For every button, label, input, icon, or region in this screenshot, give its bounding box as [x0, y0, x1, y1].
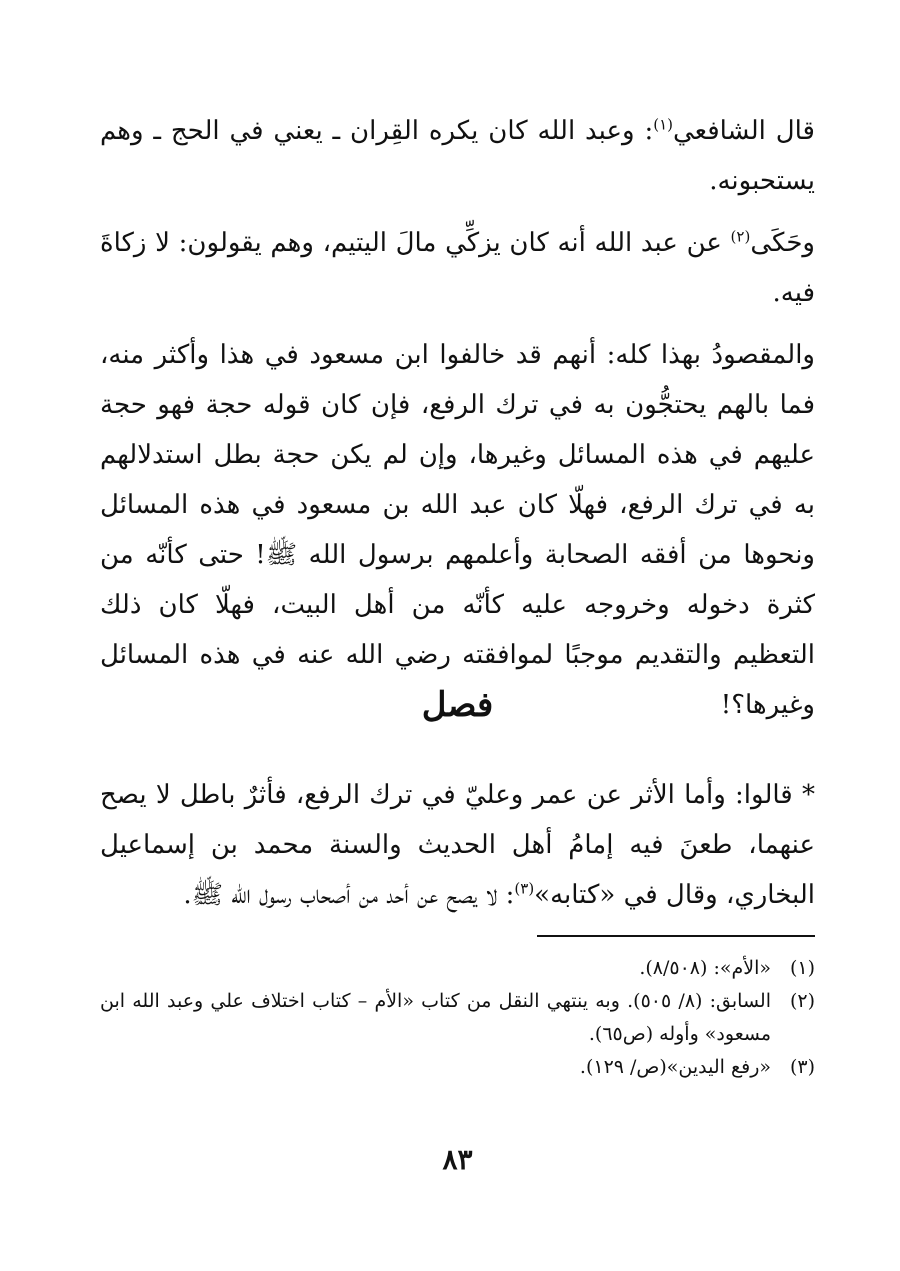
- footnote-3: [100, 1051, 815, 1084]
- footnote-text: «الأم»: (٨/٥٠٨).: [639, 957, 771, 979]
- footnote-ref-1[interactable]: (١): [653, 115, 673, 134]
- footnotes: [100, 952, 815, 1084]
- paragraph-1-text-end: : وعبد الله كان يكره القِران ـ يعني في الحج ـ وهم يستحبونه.: [100, 116, 815, 196]
- section-heading: فصل: [421, 685, 494, 725]
- footnote-number: (٢): [789, 990, 815, 1012]
- footnote-divider: [537, 935, 815, 937]
- paragraph-1-text-start: قال الشافعي: [672, 116, 815, 146]
- paragraph-4-text-start: * قالوا: وأما الأثر عن عمر وعليّ في ترك الرفع، فأثرٌ باطل لا يصح عنهما، طعنَ فيه إمامُ أهل الحديث والسنة محمد بن إسماعيل البخاري، وقال في «كتابه»: [100, 780, 815, 910]
- paragraph-2-text-end: عن عبد الله أنه كان يزكِّي مالَ اليتيم، وهم يقولون: لا زكاةَ فيه.: [100, 228, 815, 308]
- book-page: [100, 0, 815, 1271]
- paragraph-3: والمقصودُ بهذا كله: أنهم قد خالفوا ابن مسعود في هذا وأكثر منه، فما بالهم يحتجُّون به في ترك الرفع، فإن كان قوله حجة فهو حجة عليهم في هذه المسائل وغيرها، وإن لم يكن حجة بطل استدلالهم به في ترك الرفع، فهلّا كان عبد الله بن مسعود في هذه المسائل ونحوها من أفقه الصحابة وأعلمهم برسول الله ﷺ! حتى كأنّه من كثرة دخوله وخروجه عليه كأنّه من أهل البيت، فهلّا كان ذلك التعظيم والتقديم موجبًا لموافقته رضي الله عنه في هذه المسائل وغيرها؟!: [100, 340, 815, 720]
- footnote-text: السابق: (٨/ ٥٠٥). وبه ينتهي النقل من كتاب «الأم – كتاب اختلاف علي وعبد الله ابن مسعود» وأوله (ص٦٥).: [100, 990, 771, 1045]
- footnote-ref-2[interactable]: (٢): [730, 227, 751, 246]
- footnote-1: [100, 952, 815, 985]
- paragraph-2: [100, 218, 815, 318]
- footnote-number: (٣): [789, 1056, 815, 1078]
- paragraph-4: [100, 770, 815, 920]
- footnote-2: [100, 985, 815, 1051]
- page-number: ٨٣: [442, 1143, 473, 1176]
- footnote-number: (١): [789, 957, 815, 979]
- footnote-ref-3[interactable]: (٣): [514, 879, 535, 898]
- footnote-text: «رفع اليدين»(ص/ ١٢٩).: [579, 1056, 771, 1078]
- paragraph-4-text-end: : لا يصح عن أحد من أصحاب رسول الله ﷺ.: [183, 880, 515, 910]
- paragraph-1: [100, 106, 815, 206]
- paragraph-2-text-start: وحَكَى: [750, 228, 815, 258]
